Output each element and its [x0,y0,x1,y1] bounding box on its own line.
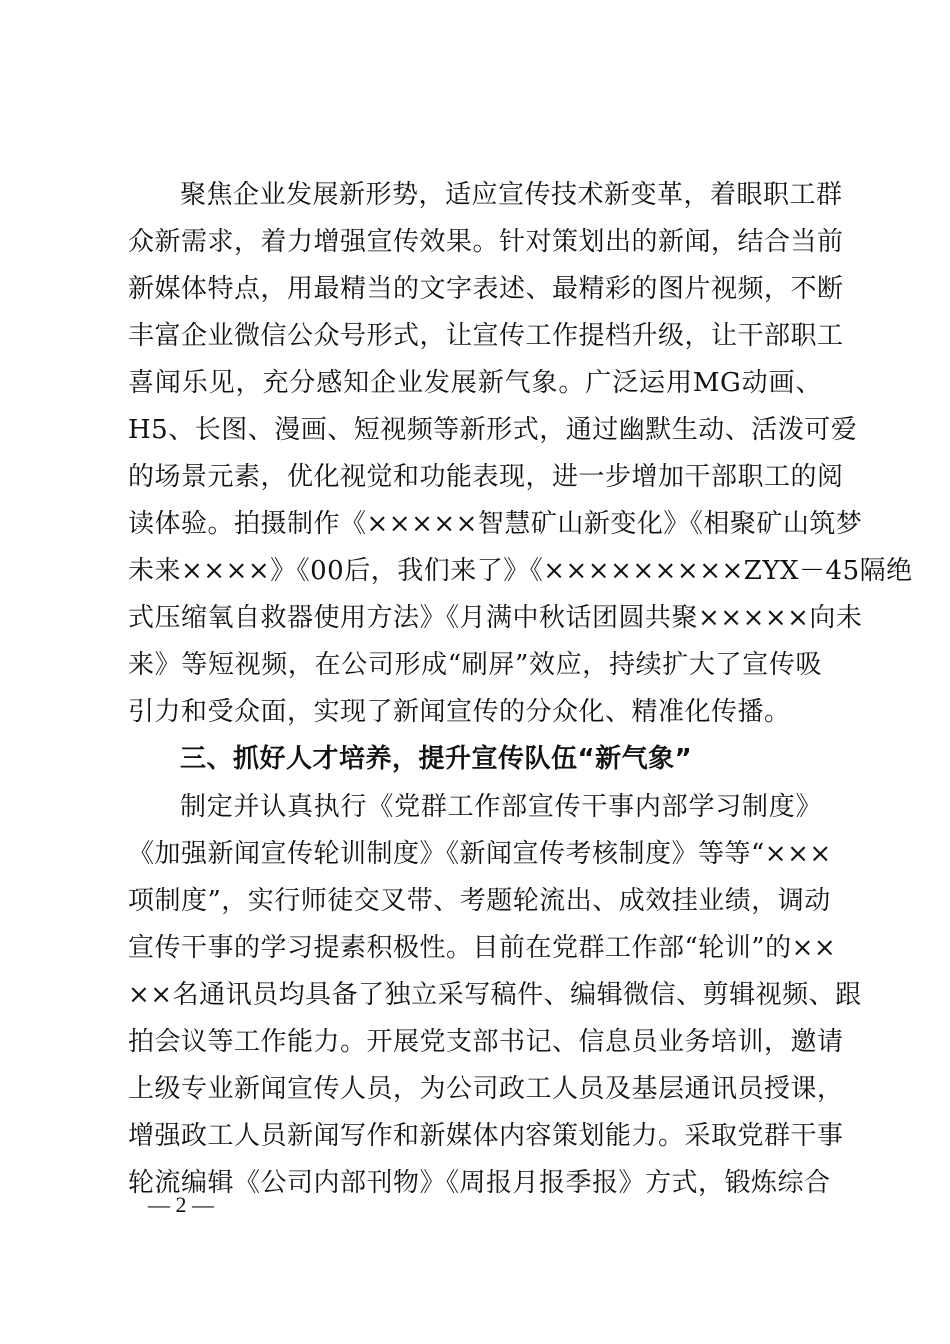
paragraph-line: 读体验。拍摄制作《×××××智慧矿山新变化》《相聚矿山筑梦 [128,509,863,539]
paragraph-line: 丰富企业微信公众号形式，让宣传工作提档升级，让干部职工 [128,321,844,351]
paragraph-line: 聚焦企业发展新形势，适应宣传技术新变革，着眼职工群 [180,180,843,210]
paragraph-line: 新媒体特点，用最精当的文字表述、最精彩的图片视频，不断 [128,274,844,304]
paragraph-line: 《加强新闻宣传轮训制度》《新闻宣传考核制度》等等“××× [128,839,832,869]
paragraph-line: 众新需求，着力增强宣传效果。针对策划出的新闻，结合当前 [128,227,844,257]
paragraph-line: 项制度”，实行师徒交叉带、考题轮流出、成效挂业绩，调动 [128,886,831,916]
paragraph-line: 轮流编辑《公司内部刊物》《周报月报季报》方式，锻炼综合 [128,1168,831,1198]
paragraph-line: 未来××××》《00后，我们来了》《×××××××××ZYX－45隔绝 [128,556,913,586]
paragraph-line: 制定并认真执行《党群工作部宣传干事内部学习制度》 [180,792,822,822]
paragraph-line: H5、长图、漫画、短视频等新形式，通过幽默生动、活泼可爱 [128,415,858,445]
paragraph-line: ××名通讯员均具备了独立采写稿件、编辑微信、剪辑视频、跟 [128,980,862,1010]
paragraph-line: 来》等短视频，在公司形成“刷屏”效应，持续扩大了宣传吸 [128,650,822,680]
paragraph-line: 上级专业新闻宣传人员，为公司政工人员及基层通讯员授课， [128,1074,844,1104]
page-number: — 2 — [148,1192,214,1217]
paragraph-line: 式压缩氧自救器使用方法》《月满中秋话团圆共聚×××××向未 [128,603,863,633]
paragraph-line: 的场景元素，优化视觉和功能表现，进一步增加干部职工的阅 [128,462,844,492]
section-heading: 三、抓好人才培养，提升宣传队伍“新气象” [180,744,693,774]
paragraph-line: 拍会议等工作能力。开展党支部书记、信息员业务培训，邀请 [128,1027,844,1057]
paragraph-line: 宣传干事的学习提素积极性。目前在党群工作部“轮训”的×× [128,933,837,963]
paragraph-line: 增强政工人员新闻写作和新媒体内容策划能力。采取党群干事 [128,1121,844,1151]
paragraph-line: 引力和受众面，实现了新闻宣传的分众化、精准化传播。 [128,697,791,727]
paragraph-line: 喜闻乐见，充分感知企业发展新气象。广泛运用MG动画、 [128,368,822,398]
